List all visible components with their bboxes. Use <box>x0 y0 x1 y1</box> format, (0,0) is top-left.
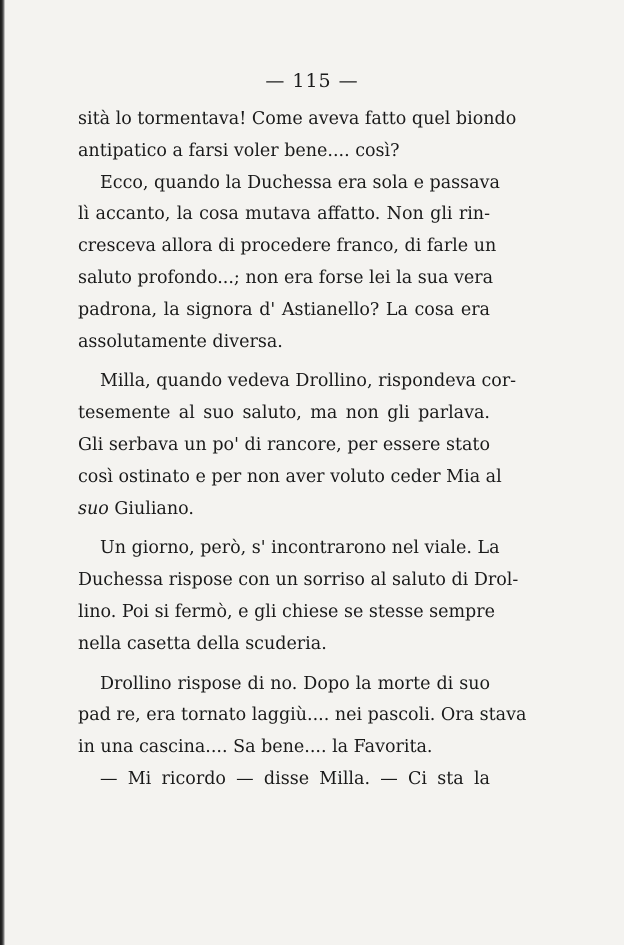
paragraph <box>78 764 490 796</box>
text-line: antipatico a farsi voler bene.... così? <box>78 140 400 161</box>
text-line: Ecco, quando la Duchessa era sola e passava <box>100 172 500 193</box>
text-line: Drollino rispose di no. Dopo la morte di suo <box>100 673 490 694</box>
text-line: saluto profondo...; non era forse lei la sua vera <box>78 267 494 288</box>
page-number: — 115 — <box>265 70 359 92</box>
text-line: lino. Poi si fermò, e gli chiese se stesse sempre <box>78 601 495 622</box>
page-binding-edge <box>0 0 5 945</box>
text-line: lì accanto, la cosa mutava affatto. Non gli rin- <box>78 204 490 225</box>
paragraph <box>78 533 519 660</box>
text-line: padrona, la signora d' Astianello? La cosa era <box>78 299 490 320</box>
text-line: Duchessa rispose con un sorriso al saluto di Drol- <box>78 570 519 591</box>
text-line: tesemente al suo saluto, ma non gli parlava. <box>78 403 490 424</box>
paragraph <box>78 366 517 525</box>
paragraph <box>78 168 500 359</box>
text-line: assolutamente diversa. <box>78 331 283 352</box>
text-line: sità lo tormentava! Come aveva fatto quel biondo <box>78 109 517 129</box>
text-line: in una cascina.... Sa bene.... la Favorita. <box>78 737 433 758</box>
italic-word: suo <box>78 498 109 519</box>
text-line: pad re, era tornato laggiù.... nei pascoli. Ora stava <box>78 705 527 726</box>
paragraph <box>78 669 527 764</box>
text-line: — Mi ricordo — disse Milla. — Ci sta la <box>100 768 490 789</box>
paragraph <box>78 104 517 168</box>
text-line: così ostinato e per non aver voluto ceder Mia al <box>78 466 502 487</box>
text-fragment: Giuliano. <box>114 498 194 519</box>
text-line: Gli serbava un po' di rancore, per essere stato <box>78 434 490 455</box>
text-line: Milla, quando vedeva Drollino, rispondeva cor- <box>100 371 517 392</box>
page-body-text <box>78 104 527 796</box>
text-line: Un giorno, però, s' incontrarono nel viale. La <box>100 538 500 559</box>
text-line: cresceva allora di procedere franco, di farle un <box>78 236 497 257</box>
text-line <box>78 494 490 526</box>
text-line: nella casetta della scuderia. <box>78 633 327 654</box>
